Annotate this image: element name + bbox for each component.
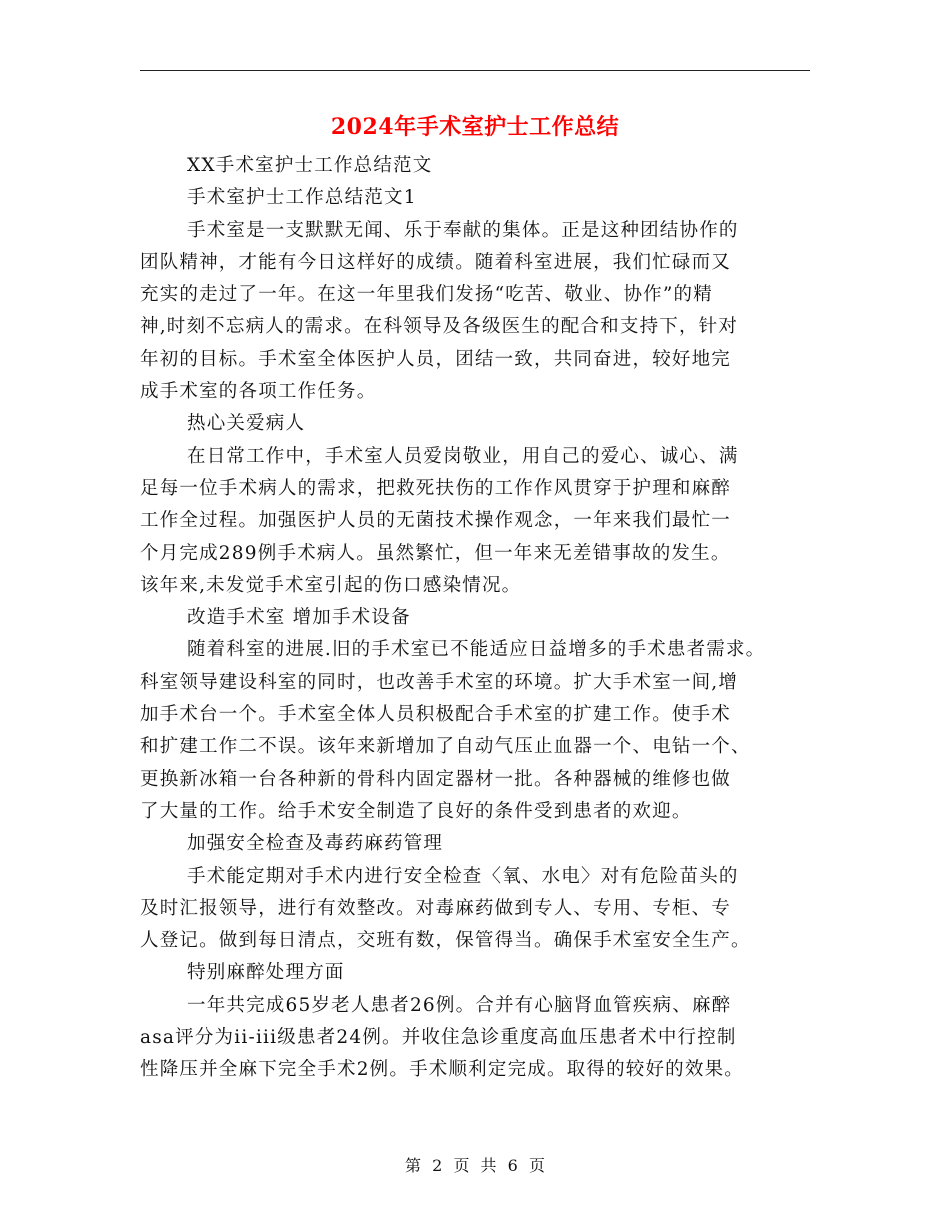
text-line: 该年来,未发觉手术室引起的伤口感染情况。 [140, 574, 522, 596]
text-line: asa评分为ii-iii级患者24例。并收住急诊重度高血压患者术中行控制 [140, 1027, 737, 1049]
document-body [140, 150, 810, 1087]
text-line: 科室领导建设科室的同时，也改善手术室的环境。扩大手术室一间,增 [140, 671, 739, 693]
text-line: 了大量的工作。给手术安全制造了良好的条件受到患者的欢迎。 [140, 800, 692, 822]
text-line: 一年共完成65岁老人患者26例。合并有心脑肾血管疾病、麻醉 [187, 994, 732, 1016]
document-title: 2024年手术室护士工作总结 [330, 114, 620, 140]
text-line: 加强安全检查及毒药麻药管理 [187, 833, 444, 855]
text-line: 和扩建工作二不误。该年来新增加了自动气压止血器一个、电钻一个、 [140, 736, 751, 758]
footer-page-current: 2 [432, 1156, 443, 1175]
footer-total-unit: 页 [528, 1156, 545, 1175]
text-line: 随着科室的进展.旧的手术室已不能适应日益增多的手术患者需求。 [187, 639, 766, 661]
text-line: 个月完成289例手术病人。虽然繁忙，但一年来无差错事故的发生。 [140, 542, 731, 564]
text-line: XX手术室护士工作总结范文 [187, 155, 433, 176]
footer-page-total: 6 [507, 1156, 518, 1175]
header-rule [140, 70, 810, 71]
footer-page-unit: 页 [453, 1156, 470, 1175]
text-line: 更换新冰箱一台各种新的骨科内固定器材一批。各种器械的维修也做 [140, 768, 732, 790]
text-line: 年初的目标。手术室全体医护人员，团结一致，共同奋进，较好地完 [140, 348, 732, 370]
text-line: 在日常工作中，手术室人员爱岗敬业，用自己的爱心、诚心、满 [187, 445, 739, 467]
text-line: 性降压并全麻下完全手术2例。手术顺利定完成。取得的较好的效果。 [140, 1059, 744, 1081]
text-line: 成手术室的各项工作任务。 [140, 381, 377, 403]
text-line: 改造手术室 增加手术设备 [187, 607, 411, 629]
text-line: 神,时刻不忘病人的需求。在科领导及各级医生的配合和支持下，针对 [140, 316, 739, 338]
page-footer [140, 1153, 810, 1176]
text-line: 及时汇报领导，进行有效整改。对毒麻药做到专人、专用、专柜、专 [140, 897, 732, 919]
text-line: 加手术台一个。手术室全体人员积极配合手术室的扩建工作。使手术 [140, 704, 732, 726]
text-line: 足每一位手术病人的需求，把救死扶伤的工作作风贯穿于护理和麻醉 [140, 477, 732, 499]
text-line: 手术室护士工作总结范文1 [187, 187, 417, 209]
text-line: 团队精神，才能有今日这样好的成绩。随着科室进展，我们忙碌而又 [140, 251, 732, 273]
footer-total-label: 共 [480, 1156, 497, 1175]
text-line: 手术能定期对手术内进行安全检查〈氧、水电〉对有危险苗头的 [187, 865, 739, 887]
footer-page-label: 第 [405, 1156, 422, 1175]
text-line: 特别麻醉处理方面 [187, 962, 345, 984]
text-line: 手术室是一支默默无闻、乐于奉献的集体。正是这种团结协作的 [187, 219, 739, 241]
text-line: 工作全过程。加强医护人员的无菌技术操作观念，一年来我们最忙一 [140, 510, 732, 532]
text-line: 人登记。做到每日清点，交班有数，保管得当。确保手术室安全生产。 [140, 930, 751, 952]
text-line: 热心关爱病人 [187, 413, 306, 435]
text-line: 充实的走过了一年。在这一年里我们发扬“吃苦、敬业、协作”的精 [140, 284, 713, 306]
